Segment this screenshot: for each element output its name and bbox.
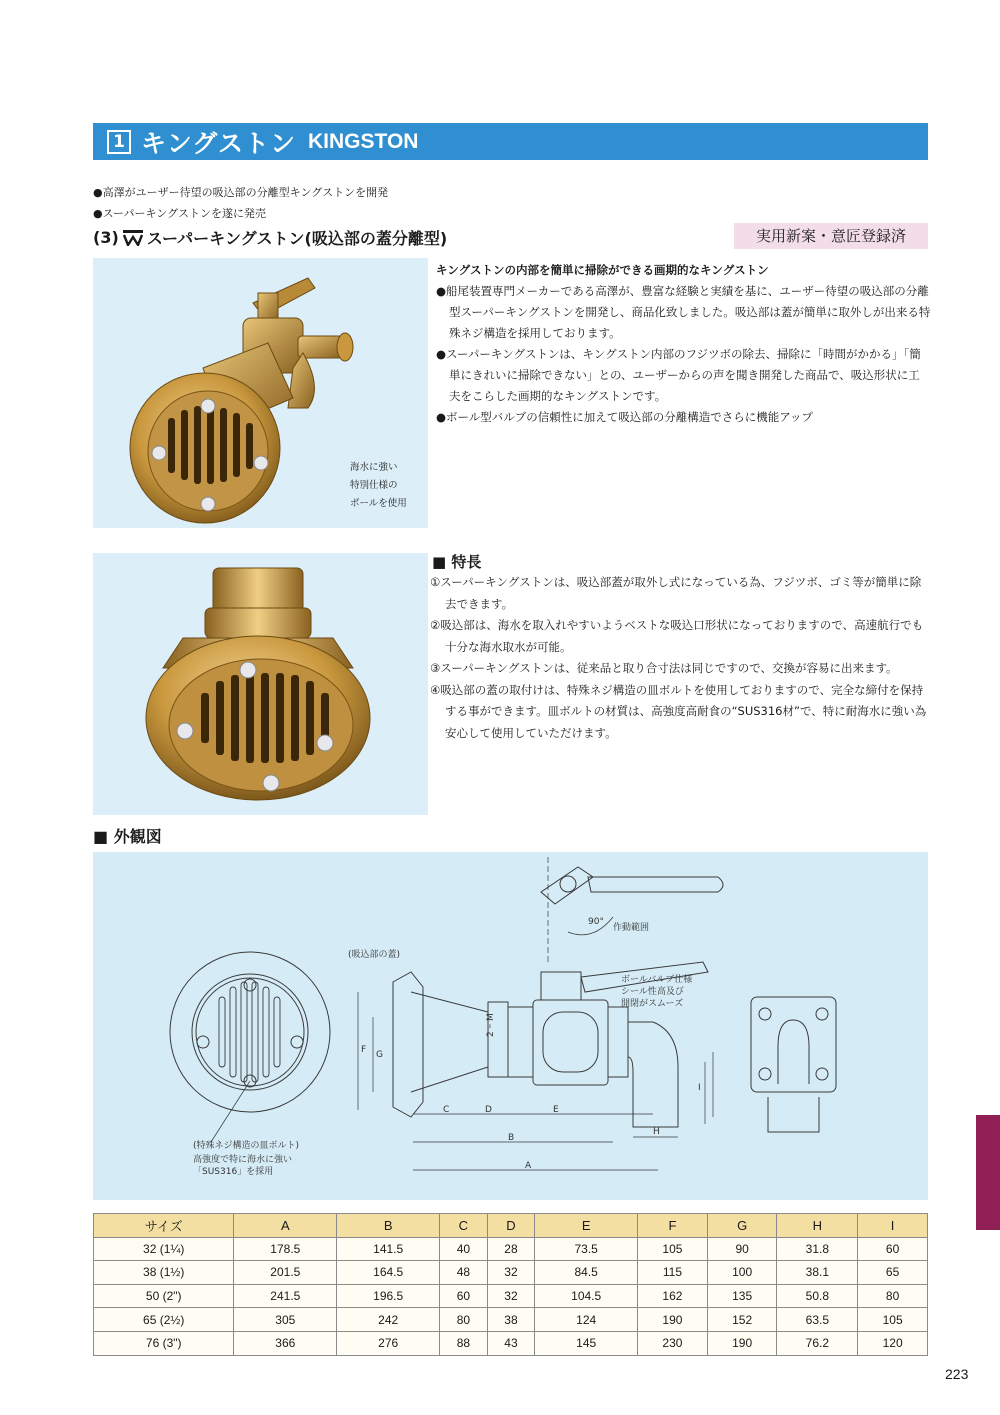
technical-drawing bbox=[93, 852, 928, 1200]
product-photo-front bbox=[93, 553, 428, 815]
table-cell: 32 bbox=[487, 1261, 535, 1285]
table-cell: 105 bbox=[638, 1237, 708, 1261]
table-cell: 80 bbox=[440, 1308, 488, 1332]
feature-item: ①スーパーキングストンは、吸込部蓋が取外し式になっている為、フジツボ、ゴミ等が簡単に除去できます。 bbox=[430, 575, 922, 611]
table-cell: 242 bbox=[337, 1308, 440, 1332]
range-label: 作動範囲 bbox=[613, 923, 650, 933]
table-cell: 80 bbox=[858, 1284, 928, 1308]
table-cell: 40 bbox=[440, 1237, 488, 1261]
table-cell: 201.5 bbox=[234, 1261, 337, 1285]
table-cell: 38 (1½) bbox=[94, 1261, 234, 1285]
table-cell: 104.5 bbox=[535, 1284, 638, 1308]
table-cell: 48 bbox=[440, 1261, 488, 1285]
description-lead: キングストンの内部を簡単に掃除ができる画期的なキングストン bbox=[436, 263, 769, 277]
table-header-row bbox=[94, 1214, 928, 1238]
registration-badge: 実用新案・意匠登録済 bbox=[734, 223, 928, 249]
table-cell: 230 bbox=[638, 1331, 708, 1355]
table-header-cell: E bbox=[535, 1214, 638, 1238]
table-header-cell: I bbox=[858, 1214, 928, 1238]
side-view bbox=[348, 857, 723, 1127]
section-header bbox=[93, 123, 928, 160]
table-cell: 190 bbox=[707, 1331, 777, 1355]
page-number: 223 bbox=[945, 1366, 969, 1382]
table-cell: 32 bbox=[487, 1284, 535, 1308]
ball-label: 開閉がスムーズ bbox=[621, 999, 684, 1009]
table-cell: 76.2 bbox=[777, 1331, 858, 1355]
bolt-label: 高強度で特に海水に強い bbox=[193, 1155, 293, 1165]
table-cell: 60 bbox=[440, 1284, 488, 1308]
table-cell: 120 bbox=[858, 1331, 928, 1355]
section-number: 1 bbox=[107, 130, 131, 154]
intro-line: ●高澤がユーザー待望の吸込部の分離型キングストンを開発 bbox=[93, 186, 389, 199]
table-cell: 31.8 bbox=[777, 1237, 858, 1261]
features-list bbox=[430, 572, 930, 744]
table-cell: 115 bbox=[638, 1261, 708, 1285]
table-cell: 76 (3") bbox=[94, 1331, 234, 1355]
table-cell: 32 (1¼) bbox=[94, 1237, 234, 1261]
feature-item: ②吸込部は、海水を取入れやすいようベストな吸込口形状になっておりますので、高速航行でも十分な海水取水が可能。 bbox=[430, 618, 924, 654]
table-row bbox=[94, 1237, 928, 1261]
table-cell: 38 bbox=[487, 1308, 535, 1332]
intro-bullets bbox=[93, 182, 388, 224]
table-cell: 196.5 bbox=[337, 1284, 440, 1308]
table-cell: 152 bbox=[707, 1308, 777, 1332]
dim-label-d: D bbox=[485, 1105, 492, 1115]
photo-caption-line: 海水に強い bbox=[350, 462, 398, 473]
photo-caption-line: 特別仕様の bbox=[350, 480, 398, 491]
table-cell: 65 bbox=[858, 1261, 928, 1285]
table-cell: 135 bbox=[707, 1284, 777, 1308]
front-view bbox=[170, 952, 330, 1142]
table-header-cell: C bbox=[440, 1214, 488, 1238]
dimension-drawing bbox=[93, 852, 928, 1200]
exterior-heading: ■ 外観図 bbox=[93, 827, 162, 846]
table-cell: 90 bbox=[707, 1237, 777, 1261]
table-header-cell: D bbox=[487, 1214, 535, 1238]
dim-label-c: C bbox=[443, 1105, 450, 1115]
table-cell: 84.5 bbox=[535, 1261, 638, 1285]
subtitle-prefix: (3) bbox=[93, 228, 119, 247]
dim-label-h: H bbox=[653, 1127, 660, 1137]
lid-label: (吸込部の蓋) bbox=[348, 950, 401, 960]
feature-item: ③スーパーキングストンは、従来品と取り合寸法は同じですので、交換が容易に出来ます。 bbox=[430, 661, 898, 675]
table-cell: 73.5 bbox=[535, 1237, 638, 1261]
table-header-cell: A bbox=[234, 1214, 337, 1238]
dim-label-e: E bbox=[553, 1105, 559, 1115]
table-cell: 43 bbox=[487, 1331, 535, 1355]
bolt-label: 「SUS316」を採用 bbox=[193, 1167, 274, 1177]
table-cell: 65 (2½) bbox=[94, 1308, 234, 1332]
kingston-valve-image bbox=[93, 258, 428, 528]
table-cell: 88 bbox=[440, 1331, 488, 1355]
description-item: ●ボール型バルブの信頼性に加えて吸込部の分離構造でさらに機能アップ bbox=[436, 410, 813, 424]
section-title-en: KINGSTON bbox=[308, 129, 419, 153]
table-row bbox=[94, 1284, 928, 1308]
features-heading: ■ 特長 bbox=[432, 553, 482, 571]
subtitle-text: スーパーキングストン(吸込部の蓋分離型) bbox=[146, 229, 448, 248]
table-cell: 105 bbox=[858, 1308, 928, 1332]
strainer-image bbox=[93, 553, 428, 815]
table-cell: 305 bbox=[234, 1308, 337, 1332]
dim-label-a: A bbox=[525, 1161, 532, 1171]
description-item: ●スーパーキングストンは、キングストン内部のフジツボの除去、掃除に「時間がかかる」「簡単にきれいに掃除できない」との、ユーザーからの声を聞き開発した商品で、吸込形状に工夫をこらした画期的なキングストンです。 bbox=[436, 347, 921, 403]
table-cell: 100 bbox=[707, 1261, 777, 1285]
table-header-cell: F bbox=[638, 1214, 708, 1238]
bolt-label: (特殊ネジ構造の皿ボルト) bbox=[193, 1141, 300, 1151]
dim-label-g: G bbox=[376, 1050, 383, 1060]
table-header-cell: H bbox=[777, 1214, 858, 1238]
thread-label: 2 ｰ M bbox=[486, 1013, 496, 1037]
table-row bbox=[94, 1261, 928, 1285]
section-title: キングストン bbox=[141, 128, 297, 158]
table-cell: 63.5 bbox=[777, 1308, 858, 1332]
table-cell: 145 bbox=[535, 1331, 638, 1355]
table-header-cell: B bbox=[337, 1214, 440, 1238]
brand-logo-icon bbox=[123, 230, 143, 246]
table-cell: 366 bbox=[234, 1331, 337, 1355]
product-description bbox=[436, 260, 931, 428]
table-header-cell: G bbox=[707, 1214, 777, 1238]
table-cell: 190 bbox=[638, 1308, 708, 1332]
dim-label-b: B bbox=[508, 1133, 515, 1143]
feature-item: ④吸込部の蓋の取付けは、特殊ネジ構造の皿ボルトを使用しておりますので、完全な締付を保持する事ができます。皿ボルトの材質は、高強度高耐食の“SUS316材”で、特に耐海水に強い為安心して使用していただけます。 bbox=[430, 682, 927, 740]
dim-label-i: I bbox=[698, 1083, 701, 1093]
table-cell: 178.5 bbox=[234, 1237, 337, 1261]
dimension-lines bbox=[358, 992, 713, 1170]
table-cell: 124 bbox=[535, 1308, 638, 1332]
table-cell: 50.8 bbox=[777, 1284, 858, 1308]
product-subtitle bbox=[93, 226, 447, 249]
table-cell: 50 (2") bbox=[94, 1284, 234, 1308]
spec-table bbox=[93, 1213, 928, 1356]
table-cell: 60 bbox=[858, 1237, 928, 1261]
dim-label-f: F bbox=[361, 1045, 367, 1055]
table-cell: 28 bbox=[487, 1237, 535, 1261]
table-row bbox=[94, 1308, 928, 1332]
ball-label: シール性高及び bbox=[621, 987, 684, 997]
table-cell: 276 bbox=[337, 1331, 440, 1355]
angle-label: 90° bbox=[588, 917, 604, 927]
table-row bbox=[94, 1331, 928, 1355]
intro-line: ●スーパーキングストンを遂に発売 bbox=[93, 207, 267, 220]
table-header-cell: サイズ bbox=[94, 1214, 234, 1238]
product-photo-side bbox=[93, 258, 428, 528]
table-cell: 241.5 bbox=[234, 1284, 337, 1308]
chapter-tab bbox=[976, 1115, 1000, 1230]
table-cell: 162 bbox=[638, 1284, 708, 1308]
table-cell: 141.5 bbox=[337, 1237, 440, 1261]
table-cell: 38.1 bbox=[777, 1261, 858, 1285]
description-item: ●船尾装置専門メーカーである高澤が、豊富な経験と実績を基に、ユーザー待望の吸込部の分離型スーパーキングストンを開発し、商品化致しました。吸込部は蓋が簡単に取外しが出来る特殊ネジ構造を採用しております。 bbox=[436, 284, 931, 340]
table-cell: 164.5 bbox=[337, 1261, 440, 1285]
ball-label: ボールバルブ仕様 bbox=[621, 975, 693, 985]
photo-caption-line: ボールを使用 bbox=[350, 498, 407, 509]
flange-view bbox=[751, 997, 836, 1132]
